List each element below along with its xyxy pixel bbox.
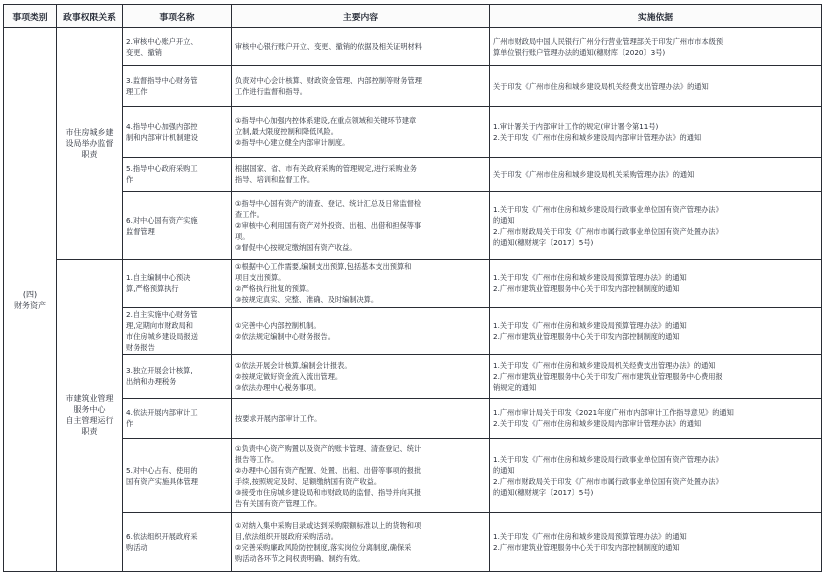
table-row: [4, 107, 822, 158]
text-line: 1.关于印发《广州市住房和城乡建设局预算管理办法》的通知: [493, 273, 687, 283]
text-line: ③督促中心按规定缴纳国有资产收益。: [235, 243, 357, 252]
text-line: 6.对中心国有资产实施: [126, 215, 198, 225]
table-row: [4, 157, 822, 191]
item-name-cell: [123, 28, 232, 66]
basis-cell: [490, 439, 822, 513]
text-line: ②按规定做好资金流入流出管理。: [235, 371, 343, 381]
text-line: 关于印发《广州市住房和城乡建设局机关采购管理办法》的通知: [493, 169, 695, 179]
main-content-cell: [232, 307, 490, 355]
text-line: 手续,按照规定及时、足额缴纳国有资产收益。: [235, 476, 382, 486]
text-line: 算,严格预算执行: [126, 284, 179, 294]
item-name-cell: [123, 355, 232, 399]
text-line: ①负责中心资产购置以及资产的账卡管理、清查登记、统计: [235, 443, 422, 453]
text-line: 按要求开展内部审计工作。: [235, 413, 322, 423]
relation-cell: [57, 259, 123, 571]
text-line: 出纳和办理税务: [126, 377, 177, 387]
text-line: 的通知(穗财规字〔2017〕5号): [493, 237, 594, 247]
table-row: [4, 66, 822, 107]
basis-cell: [490, 107, 822, 158]
text-line: 职责: [81, 427, 98, 437]
main-content-cell: [232, 398, 490, 439]
item-name-cell: [123, 259, 232, 307]
header-basis: 实施依据: [490, 5, 822, 28]
text-line: 监督管理: [126, 226, 155, 236]
text-line: ③依法办理中心税务事项。: [235, 382, 321, 392]
text-line: 目,依法组织开展政府采购活动。: [235, 532, 338, 542]
text-line: 审核中心银行账户开立、变更、撤销的依据及相关证明材料: [235, 42, 422, 52]
text-line: ②办理中心国有资产配置、处置、出租、出借等事项的报批: [235, 465, 422, 475]
main-content-cell: [232, 28, 490, 66]
text-line: ②依法规定编制中心财务报告。: [235, 331, 335, 341]
table-row: [4, 192, 822, 260]
item-name-cell: [123, 157, 232, 191]
header-relation: 政事权限关系: [57, 5, 123, 28]
text-line: 理,定期向市财政局和: [126, 320, 193, 330]
table-row: [4, 259, 822, 307]
text-line: 2.广州市建筑业管理服务中心关于印发内部控制制度的通知: [493, 543, 680, 553]
basis-cell: [490, 192, 822, 260]
text-line: 2.关于印发《广州市住房和城乡建设局内部审计管理办法》的通知: [493, 419, 702, 429]
text-line: 项目支出预算。: [235, 273, 286, 283]
table-row: [4, 28, 822, 66]
table-row: [4, 398, 822, 439]
text-line: 算单位银行账户管理办法的通知(穗财库〔2020〕3号): [493, 47, 666, 57]
responsibility-table: [3, 4, 822, 572]
text-line: 财务报告: [126, 342, 155, 352]
text-line: 财务资产: [14, 300, 46, 310]
basis-cell: [490, 513, 822, 572]
item-name-cell: [123, 513, 232, 572]
text-line: 1.关于印发《广州市住房和城乡建设局预算管理办法》的通知: [493, 532, 687, 542]
text-line: 2.关于印发《广州市住房和城乡建设局内部审计管理办法》的通知: [493, 132, 702, 142]
text-line: 市建筑业管理: [65, 394, 114, 404]
text-line: ②指导中心建立健全内部审计制度。: [235, 138, 350, 148]
text-line: 广州市财政局中国人民银行广州分行营业管理部关于印发广州市市本级预: [493, 36, 724, 46]
text-line: 根据国家、省、市有关政府采购的管理规定,进行采购业务: [235, 164, 417, 174]
basis-cell: [490, 355, 822, 399]
text-line: ①指导中心加强内控体系建设,在重点领域和关键环节建章: [235, 116, 417, 126]
item-name-cell: [123, 66, 232, 107]
text-line: ①依法开展会计核算,编制会计报表。: [235, 360, 352, 370]
text-line: 1.自主编制中心预决: [126, 273, 191, 283]
text-line: 3.监督指导中心财务管: [126, 76, 198, 86]
text-line: ②严格执行批复的预算。: [235, 284, 314, 294]
text-line: 市住房城乡建: [65, 127, 114, 137]
text-line: 负责对中心会计核算、财政资金管理、内部控制等财务管理: [235, 76, 422, 86]
item-name-cell: [123, 307, 232, 355]
text-line: 国有资产实施具体管理: [126, 476, 198, 486]
text-line: 购活动: [126, 543, 148, 553]
text-line: 查工作。: [235, 210, 264, 219]
category-cell: [4, 28, 57, 572]
text-line: 5.对中心占有、使用的: [126, 465, 198, 475]
text-line: 1.关于印发《广州市住房和城乡建设局行政事业单位国有资产管理办法》: [493, 454, 723, 464]
text-line: (四): [22, 289, 38, 299]
main-content-cell: [232, 66, 490, 107]
text-line: 1.广州市审计局关于印发《2021年度广州市内部审计工作指导意见》的通知: [493, 408, 734, 418]
table-row: [4, 355, 822, 399]
text-line: 5.指导中心政府采购工: [126, 164, 198, 174]
text-line: 的通知: [493, 465, 515, 475]
text-line: 6.依法组织开展政府采: [126, 532, 198, 542]
text-line: 2.广州市建筑业管理服务中心关于印发广州市建筑业管理服务中心费用报: [493, 371, 723, 381]
text-line: 自主管理运行: [65, 416, 114, 426]
basis-cell: [490, 157, 822, 191]
item-name-cell: [123, 398, 232, 439]
relation-cell: [57, 28, 123, 260]
text-line: 的通知(穗财规字〔2017〕5号): [493, 487, 594, 497]
text-line: 2.广州市财政局关于印发《广州市市属行政事业单位国有资产处置办法》: [493, 226, 723, 236]
text-line: 关于印发《广州市住房和城乡建设局机关经费支出管理办法》的通知: [493, 81, 709, 91]
text-line: 指导、培训和监督工作。: [235, 175, 315, 185]
text-line: 立制,最大限度控制和降低风险。: [235, 127, 338, 137]
basis-cell: [490, 66, 822, 107]
header-main-content: 主要内容: [232, 5, 490, 28]
text-line: 购活动各环节之间权责明确、制约有效。: [235, 554, 365, 564]
text-line: 设局举办监督: [65, 138, 114, 148]
text-line: 工作进行监督和指导。: [235, 87, 307, 97]
header-category: 事项类别: [4, 5, 57, 28]
text-line: 1.关于印发《广州市住房和城乡建设局行政事业单位国有资产管理办法》: [493, 204, 723, 214]
text-line: 作: [126, 175, 134, 185]
text-line: 告有关国有资产管理工作。: [235, 498, 322, 508]
main-content-cell: [232, 157, 490, 191]
item-name-cell: [123, 439, 232, 513]
table-row: [4, 513, 822, 572]
main-content-cell: [232, 513, 490, 572]
text-line: 报告等工作。: [235, 454, 279, 464]
text-line: 2.自主实施中心财务管: [126, 309, 198, 319]
text-line: ③接受市住房城乡建设局和市财政局的监督、指导并向其报: [235, 487, 422, 497]
item-name-cell: [123, 192, 232, 260]
table-row: [4, 439, 822, 513]
text-line: 变更、撤销: [126, 47, 162, 57]
text-line: 市住房城乡建设局报送: [126, 331, 198, 341]
basis-cell: [490, 259, 822, 307]
text-line: ①对纳入集中采购目录或达到采购限额标准以上的货物和项: [235, 521, 422, 531]
text-line: 项。: [235, 232, 250, 241]
text-line: 1.关于印发《广州市住房和城乡建设局预算管理办法》的通知: [493, 320, 687, 330]
main-content-cell: [232, 192, 490, 260]
text-line: 的通知: [493, 215, 515, 225]
text-line: 职责: [81, 149, 98, 159]
main-content-cell: [232, 355, 490, 399]
text-line: ②完善采购廉政风险防控制度,落实岗位分离制度,确保采: [235, 543, 412, 553]
text-line: 2.审核中心账户开立、: [126, 36, 198, 46]
basis-cell: [490, 28, 822, 66]
text-line: 3.独立开展会计核算,: [126, 366, 193, 376]
text-line: 1.关于印发《广州市住房和城乡建设局机关经费支出管理办法》的通知: [493, 360, 716, 370]
text-line: ③按规定真实、完整、准确、及时编制决算。: [235, 295, 379, 305]
main-content-cell: [232, 439, 490, 513]
basis-cell: [490, 307, 822, 355]
header-item-name: 事项名称: [123, 5, 232, 28]
text-line: 理工作: [126, 87, 148, 97]
text-line: ①完善中心内部控制机制。: [235, 320, 321, 330]
text-line: 作: [126, 419, 134, 429]
text-line: 制和内部审计机制建设: [126, 132, 198, 142]
text-line: 2.广州市建筑业管理服务中心关于印发内部控制制度的通知: [493, 284, 680, 294]
text-line: 4.依法开展内部审计工: [126, 408, 198, 418]
header-row: [4, 5, 822, 28]
basis-cell: [490, 398, 822, 439]
text-line: 销规定的通知: [493, 382, 537, 392]
text-line: 4.指导中心加强内部控: [126, 121, 198, 131]
text-line: ①根据中心工作需要,编制支出预算,包括基本支出预算和: [235, 262, 412, 272]
text-line: ①指导中心国有资产的清查、登记、统计汇总及日常监督检: [235, 199, 422, 208]
text-line: 服务中心: [73, 405, 106, 415]
text-line: 1.审计署关于内部审计工作的规定(审计署令第11号): [493, 121, 659, 131]
text-line: ②审核中心利用国有资产对外投资、出租、出借和担保等事: [235, 221, 422, 230]
text-line: 2.广州市财政局关于印发《广州市市属行政事业单位国有资产处置办法》: [493, 476, 723, 486]
table-row: [4, 307, 822, 355]
item-name-cell: [123, 107, 232, 158]
main-content-cell: [232, 107, 490, 158]
document-page: [3, 4, 821, 572]
main-content-cell: [232, 259, 490, 307]
text-line: 2.广州市建筑业管理服务中心关于印发内部控制制度的通知: [493, 331, 680, 341]
